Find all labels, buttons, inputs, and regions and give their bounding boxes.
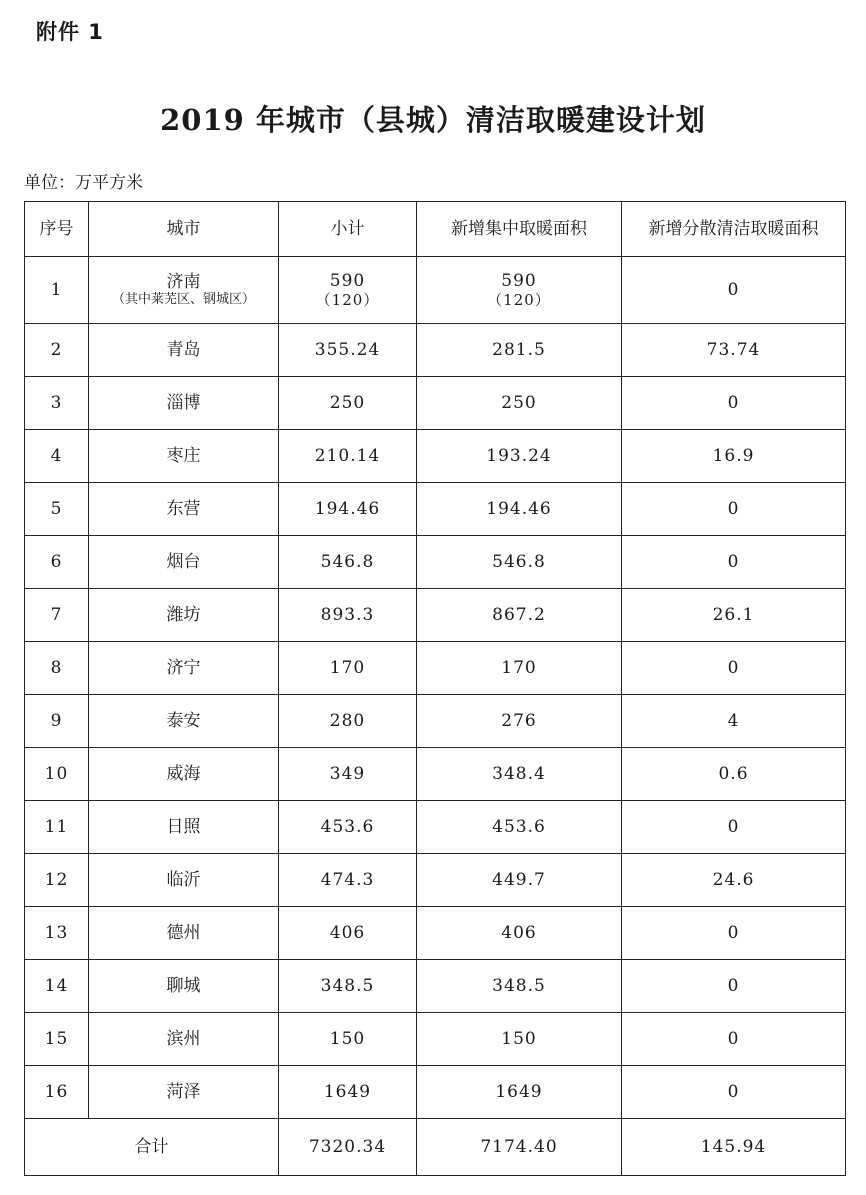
table-row xyxy=(25,536,846,589)
row-central: 546.8 xyxy=(417,536,622,589)
table-row xyxy=(25,642,846,695)
page-title: 2019 年城市（县城）清洁取暖建设计划 xyxy=(160,103,706,137)
row-no: 8 xyxy=(25,642,89,695)
heating-plan-table xyxy=(24,201,846,1176)
row-central: 453.6 xyxy=(417,801,622,854)
row-subtotal: 355.24 xyxy=(279,324,417,377)
table-row xyxy=(25,1066,846,1119)
row-subtotal: 150 xyxy=(279,1013,417,1066)
row-no: 7 xyxy=(25,589,89,642)
row-city: 潍坊 xyxy=(89,589,279,642)
table-body xyxy=(25,257,846,1119)
row-city: 聊城 xyxy=(89,960,279,1013)
row-subtotal: 406 xyxy=(279,907,417,960)
row-subtotal: 250 xyxy=(279,377,417,430)
table-row xyxy=(25,430,846,483)
row-no: 2 xyxy=(25,324,89,377)
table-row xyxy=(25,854,846,907)
row-subtotal: 194.46 xyxy=(279,483,417,536)
row-city: 临沂 xyxy=(89,854,279,907)
city-note: （其中莱芜区、钢城区） xyxy=(111,292,255,308)
row-central: 193.24 xyxy=(417,430,622,483)
row-city: 枣庄 xyxy=(89,430,279,483)
row-city: 威海 xyxy=(89,748,279,801)
total-label: 合计 xyxy=(25,1119,279,1176)
unit-label: 单位：万平方米 xyxy=(24,173,143,193)
table-row xyxy=(25,324,846,377)
row-dispersed: 0 xyxy=(622,536,846,589)
table-row xyxy=(25,907,846,960)
row-no: 4 xyxy=(25,430,89,483)
total-central: 7174.40 xyxy=(417,1119,622,1176)
row-city xyxy=(89,257,279,324)
row-subtotal: 453.6 xyxy=(279,801,417,854)
row-central: 348.4 xyxy=(417,748,622,801)
total-subtotal: 7320.34 xyxy=(279,1119,417,1176)
row-dispersed: 4 xyxy=(622,695,846,748)
row-no: 3 xyxy=(25,377,89,430)
table-row xyxy=(25,257,846,324)
row-central: 348.5 xyxy=(417,960,622,1013)
row-subtotal: 210.14 xyxy=(279,430,417,483)
row-no: 10 xyxy=(25,748,89,801)
row-subtotal: 893.3 xyxy=(279,589,417,642)
row-subtotal: 546.8 xyxy=(279,536,417,589)
row-city: 德州 xyxy=(89,907,279,960)
header-dispersed-heating: 新增分散清洁取暖面积 xyxy=(622,202,846,257)
table-row xyxy=(25,1013,846,1066)
central-note: （120） xyxy=(487,291,551,310)
row-central: 170 xyxy=(417,642,622,695)
row-city: 滨州 xyxy=(89,1013,279,1066)
row-city: 菏泽 xyxy=(89,1066,279,1119)
row-city: 东营 xyxy=(89,483,279,536)
row-subtotal xyxy=(279,257,417,324)
row-central: 406 xyxy=(417,907,622,960)
row-dispersed: 26.1 xyxy=(622,589,846,642)
row-city: 淄博 xyxy=(89,377,279,430)
row-dispersed: 0 xyxy=(622,960,846,1013)
row-dispersed: 0 xyxy=(622,907,846,960)
row-no: 16 xyxy=(25,1066,89,1119)
row-central: 194.46 xyxy=(417,483,622,536)
row-no: 13 xyxy=(25,907,89,960)
row-no: 5 xyxy=(25,483,89,536)
header-central-heating: 新增集中取暖面积 xyxy=(417,202,622,257)
row-city: 烟台 xyxy=(89,536,279,589)
table-row xyxy=(25,483,846,536)
row-central: 150 xyxy=(417,1013,622,1066)
row-dispersed: 24.6 xyxy=(622,854,846,907)
city-name: 济南 xyxy=(166,272,201,292)
row-no: 12 xyxy=(25,854,89,907)
row-dispersed: 0.6 xyxy=(622,748,846,801)
row-city: 日照 xyxy=(89,801,279,854)
total-row xyxy=(25,1119,846,1176)
row-subtotal: 170 xyxy=(279,642,417,695)
row-subtotal: 474.3 xyxy=(279,854,417,907)
row-dispersed: 0 xyxy=(622,1013,846,1066)
table-header-row xyxy=(25,202,846,257)
row-central: 1649 xyxy=(417,1066,622,1119)
row-central: 281.5 xyxy=(417,324,622,377)
total-dispersed: 145.94 xyxy=(622,1119,846,1176)
row-dispersed: 0 xyxy=(622,801,846,854)
row-dispersed: 0 xyxy=(622,642,846,695)
row-no: 9 xyxy=(25,695,89,748)
row-subtotal: 349 xyxy=(279,748,417,801)
table-row xyxy=(25,748,846,801)
row-no: 15 xyxy=(25,1013,89,1066)
row-dispersed: 16.9 xyxy=(622,430,846,483)
central-value: 590 xyxy=(501,270,537,291)
header-city: 城市 xyxy=(89,202,279,257)
row-no: 11 xyxy=(25,801,89,854)
row-central: 867.2 xyxy=(417,589,622,642)
row-dispersed: 0 xyxy=(622,1066,846,1119)
header-no: 序号 xyxy=(25,202,89,257)
row-no: 14 xyxy=(25,960,89,1013)
table-row xyxy=(25,801,846,854)
row-subtotal: 348.5 xyxy=(279,960,417,1013)
table-row xyxy=(25,960,846,1013)
row-city: 泰安 xyxy=(89,695,279,748)
table-row xyxy=(25,695,846,748)
row-subtotal: 1649 xyxy=(279,1066,417,1119)
annex-label: 附件 1 xyxy=(36,20,104,44)
row-central xyxy=(417,257,622,324)
row-city: 青岛 xyxy=(89,324,279,377)
row-dispersed: 0 xyxy=(622,257,846,324)
row-central: 250 xyxy=(417,377,622,430)
row-no: 6 xyxy=(25,536,89,589)
row-dispersed: 73.74 xyxy=(622,324,846,377)
row-subtotal: 280 xyxy=(279,695,417,748)
row-no: 1 xyxy=(25,257,89,324)
row-central: 276 xyxy=(417,695,622,748)
row-dispersed: 0 xyxy=(622,483,846,536)
row-city: 济宁 xyxy=(89,642,279,695)
row-central: 449.7 xyxy=(417,854,622,907)
table-row xyxy=(25,589,846,642)
subtotal-note: （120） xyxy=(315,291,380,310)
table-row xyxy=(25,377,846,430)
subtotal-value: 590 xyxy=(329,270,366,291)
row-dispersed: 0 xyxy=(622,377,846,430)
header-subtotal: 小计 xyxy=(279,202,417,257)
